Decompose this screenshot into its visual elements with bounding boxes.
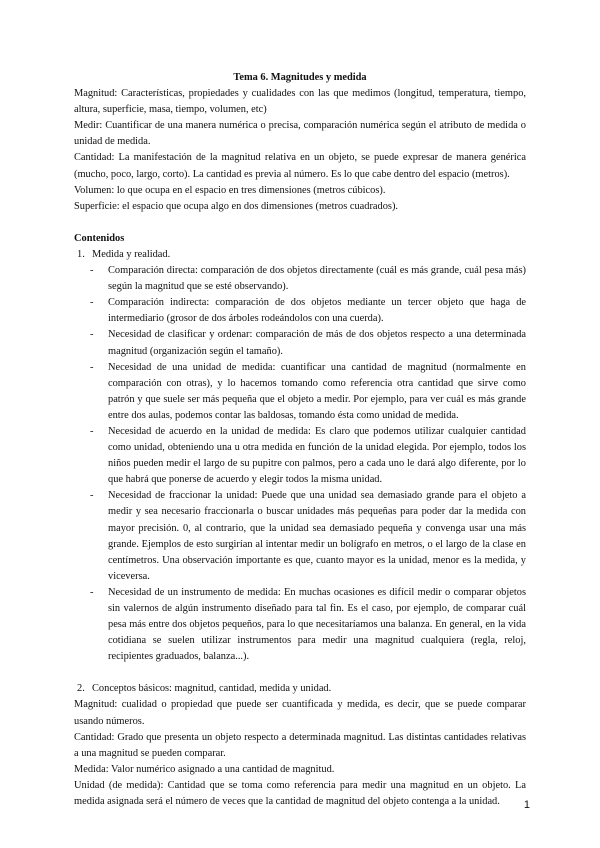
list-item-text: Comparación indirecta: comparación de dos objetos mediante un tercer objeto que haga de intermediario (grosor de dos árboles rodeándolos con una cuerda).: [108, 297, 526, 325]
list-item: [74, 263, 526, 295]
section-1-title: [74, 247, 526, 263]
page-number: 1: [523, 799, 530, 811]
section-1-title-text: Medida y realidad.: [92, 248, 171, 260]
bullet-dash: -: [90, 425, 94, 437]
section-2-number: 2.: [77, 683, 85, 695]
list-item-text: Necesidad de acuerdo en la unidad de medida: Es claro que podemos utilizar cualquier cantidad como unidad, obteniendo una u otra medida en función de la unidad elegida. Por ejemplo, todos los niños pueden medir el largo de su pupitre con palmos, pero a cada uno le dará algo diferente, por lo que habrá que ponerse de acuerdo y elegir todos la misma unidad.: [108, 425, 526, 486]
definition-magnitud: Magnitud: Características, propiedades y cualidades con las que medimos (longitud, temperatura, tiempo, altura, superficie, masa, tiempo, volumen, etc): [74, 88, 526, 116]
bullet-dash: -: [90, 361, 94, 373]
definition-medir: Medir: Cuantificar de una manera numérica o precisa, comparación numérica según el atributo de medida o unidad de medida.: [74, 120, 526, 148]
list-item: [74, 360, 526, 424]
section-1-number: 1.: [77, 248, 85, 260]
concept-cantidad: Cantidad: Grado que presenta un objeto respecto a determinada magnitud. Las distintas cantidades relativas a una magnitud se pueden comparar.: [74, 731, 526, 759]
list-item-text: Necesidad de fraccionar la unidad: Puede que una unidad sea demasiado grande para el objeto a medir y sea necesario fraccionarla o buscar unidades más pequeñas para poder dar la medida con mayor precisión. 0, al contrario, que la unidad sea demasiado pequeña y convenga usar una más grande. Ejemplos de esto surgirían al intentar medir un bolígrafo en metros, o el largo de la clase en centímetros. Una observación importante es que, cuanto mayor es la unidad, menor es la medida, y viceversa.: [108, 490, 526, 582]
section-2-title: [74, 681, 526, 697]
bullet-dash: -: [90, 265, 94, 277]
list-item: [74, 585, 526, 665]
contents-heading: Contenidos: [74, 232, 125, 244]
spacer: [74, 215, 526, 231]
spacer: [74, 665, 526, 681]
document-title: Tema 6. Magnitudes y medida: [233, 72, 367, 83]
list-item: [74, 327, 526, 359]
list-item: [74, 424, 526, 488]
list-item-text: Comparación directa: comparación de dos objetos directamente (cuál es más grande, cuál pesa más) según la magnitud que se esté observando).: [108, 265, 526, 293]
bullet-dash: -: [90, 586, 94, 598]
list-item-text: Necesidad de clasificar y ordenar: comparación de más de dos objetos respecto a una determinada magnitud (organización según el tamaño).: [108, 329, 526, 357]
concept-magnitud: Magnitud: cualidad o propiedad que puede ser cuantificada y medida, es decir, que se puede comparar usando números.: [74, 699, 526, 727]
definition-volumen: Volumen: lo que ocupa en el espacio en tres dimensiones (metros cúbicos).: [74, 184, 386, 196]
document-page: [74, 70, 526, 810]
definition-superficie: Superficie: el espacio que ocupa algo en dos dimensiones (metros cuadrados).: [74, 200, 399, 212]
concept-unidad: Unidad (de medida): Cantidad que se toma como referencia para medir una magnitud en un objeto. La medida asignada será el número de veces que la cantidad de magnitud del objeto contenga a la unidad.: [74, 779, 526, 808]
concept-medida: Medida: Valor numérico asignado a una cantidad de magnitud.: [74, 763, 335, 775]
section-2-title-text: Conceptos básicos: magnitud, cantidad, medida y unidad.: [92, 683, 332, 695]
list-item: [74, 295, 526, 327]
bullet-dash: -: [90, 329, 94, 341]
list-item: [74, 488, 526, 585]
list-item-text: Necesidad de un instrumento de medida: En muchas ocasiones es difícil medir o comparar objetos sin valernos de algún instrumento diseñado para tal fin. Es el caso, por ejemplo, de comparar cuál pesa más entre dos objetos pequeños, para lo que necesitaríamos una balanza. En general, en la vida cotidiana se suelen utilizar instrumentos para medir una magnitud cualquiera (regla, reloj, recipientes graduados, balanza...).: [108, 586, 526, 663]
bullet-dash: -: [90, 297, 94, 309]
list-item-text: Necesidad de una unidad de medida: cuantificar una cantidad de magnitud (normalmente en comparación con otras), y lo hacemos tomando como referencia otra cantidad que sirve como patrón y que suele ser más pequeña que el objeto a medir. Por ejemplo, para ver cuál es más grande entre dos aulas, podemos contar las baldosas, tomando ésta como unidad de medida.: [108, 361, 526, 421]
definition-cantidad: Cantidad: La manifestación de la magnitud relativa en un objeto, se puede expresar de manera genérica (mucho, poco, largo, corto). La cantidad es previa al número. Es lo que cabe dentro del espacio (metros).: [74, 152, 526, 180]
bullet-dash: -: [90, 490, 94, 502]
